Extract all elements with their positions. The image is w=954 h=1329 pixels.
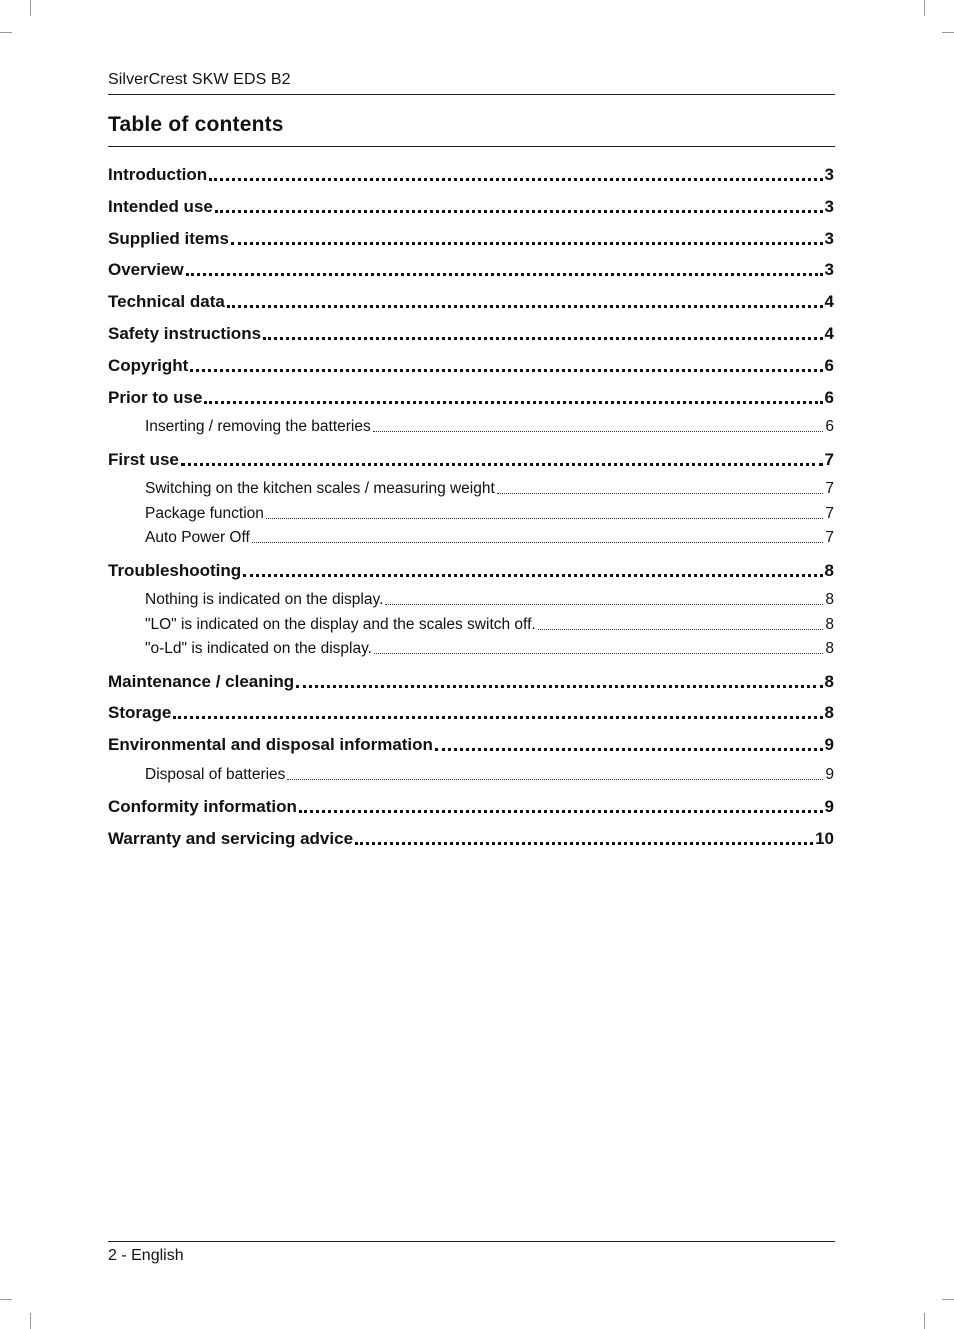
toc-entry-page: 7 — [824, 449, 834, 469]
toc-entry-label: Supplied items — [108, 228, 229, 248]
crop-mark — [30, 0, 31, 16]
dot-leader — [215, 210, 823, 213]
crop-mark — [924, 1313, 925, 1329]
toc-entry-page: 9 — [824, 735, 834, 755]
toc-subentry[interactable] — [145, 417, 834, 437]
crop-mark — [942, 32, 954, 33]
toc-entry-label: Troubleshooting — [108, 560, 242, 580]
toc-entry-page: 9 — [825, 765, 834, 783]
toc-entry-label: Copyright — [108, 355, 189, 375]
toc-entry-label: Technical data — [108, 292, 225, 312]
dot-leader — [190, 369, 822, 372]
toc-entry-page: 8 — [825, 591, 834, 609]
toc-entry-label: Auto Power Off — [145, 529, 250, 547]
toc-entry-page: 7 — [825, 480, 834, 498]
dot-leader — [374, 653, 823, 654]
toc-entry[interactable] — [108, 560, 834, 582]
toc-entry-page: 3 — [824, 260, 834, 280]
dot-leader — [227, 305, 823, 308]
toc-entry-label: Nothing is indicated on the display. — [145, 591, 384, 609]
crop-mark — [0, 1299, 12, 1300]
toc-entry-page: 6 — [824, 355, 834, 375]
toc-entry-page: 8 — [824, 703, 834, 723]
toc-entry[interactable] — [108, 671, 834, 693]
toc-entry-label: "LO" is indicated on the display and the scales switch off. — [145, 615, 536, 633]
toc-entry[interactable] — [108, 259, 834, 281]
toc-entry[interactable] — [108, 196, 834, 218]
crop-mark — [942, 1299, 954, 1300]
dot-leader — [299, 810, 823, 813]
dot-leader — [497, 493, 824, 494]
toc-entry-page: 8 — [825, 640, 834, 658]
toc-entry-page: 6 — [824, 387, 834, 407]
crop-mark — [924, 0, 925, 16]
page-title: Table of contents — [108, 113, 835, 147]
dot-leader — [173, 716, 822, 719]
toc-entry-label: Conformity information — [108, 797, 297, 817]
toc-subentry[interactable] — [145, 639, 834, 659]
toc-entry-label: Maintenance / cleaning — [108, 671, 295, 691]
dot-leader — [263, 337, 822, 340]
toc-entry[interactable] — [108, 796, 834, 818]
toc-entry-label: Inserting / removing the batteries — [145, 418, 371, 436]
dot-leader — [373, 431, 824, 432]
toc-subentry[interactable] — [145, 528, 834, 548]
toc-entry-label: "o-Ld" is indicated on the display. — [145, 640, 372, 658]
dot-leader — [252, 542, 824, 543]
toc-entry[interactable] — [108, 323, 834, 345]
dot-leader — [355, 842, 813, 845]
toc-entry-label: Intended use — [108, 196, 213, 216]
toc-entry-label: Environmental and disposal information — [108, 735, 433, 755]
toc-subentry[interactable] — [145, 590, 834, 610]
toc-entry[interactable] — [108, 228, 834, 250]
toc-entry-label: Disposal of batteries — [145, 765, 286, 783]
toc-entry-page: 9 — [824, 797, 834, 817]
toc-entry[interactable] — [108, 449, 834, 471]
header-text: SilverCrest SKW EDS B2 — [108, 71, 291, 88]
crop-mark — [30, 1313, 31, 1329]
footer-text: 2 - English — [108, 1247, 184, 1264]
toc-entry-label: Storage — [108, 703, 172, 723]
toc-entry-page: 3 — [824, 196, 834, 216]
toc-entry[interactable] — [108, 828, 834, 850]
dot-leader — [538, 629, 824, 630]
toc-subentry[interactable] — [145, 765, 834, 785]
toc-entry-label: Safety instructions — [108, 324, 262, 343]
dot-leader — [435, 748, 823, 751]
toc-entry-page: 3 — [824, 165, 834, 184]
dot-leader — [186, 273, 823, 276]
toc-subentry[interactable] — [145, 615, 834, 635]
toc-entry-page: 10 — [815, 829, 834, 848]
toc-entry[interactable] — [108, 387, 834, 409]
dot-leader — [231, 242, 823, 245]
dot-leader — [181, 463, 823, 466]
dot-leader — [266, 518, 823, 519]
toc-entry[interactable] — [108, 164, 834, 186]
toc-entry-page: 8 — [825, 615, 834, 633]
toc-entry-label: Warranty and servicing advice — [108, 829, 354, 848]
toc-entry-label: First use — [108, 449, 179, 469]
toc-entry-page: 6 — [825, 418, 834, 436]
toc-entry-page: 7 — [825, 529, 834, 547]
toc-entry[interactable] — [108, 291, 834, 313]
toc-entry-label: Overview — [108, 260, 184, 280]
toc-entry-page: 7 — [825, 504, 834, 522]
dot-leader — [209, 178, 822, 181]
toc-subentry[interactable] — [145, 479, 834, 499]
toc-entry-label: Package function — [145, 504, 264, 522]
dot-leader — [385, 604, 823, 605]
dot-leader — [296, 685, 822, 688]
crop-mark — [0, 32, 12, 33]
toc-entry[interactable] — [108, 355, 834, 377]
dot-leader — [243, 574, 822, 577]
page-footer — [108, 1241, 835, 1272]
page-header — [108, 70, 835, 95]
toc-entry-page: 8 — [824, 671, 834, 691]
toc-entry[interactable] — [108, 702, 834, 724]
toc-entry[interactable] — [108, 734, 834, 756]
dot-leader — [287, 779, 823, 780]
dot-leader — [204, 401, 822, 404]
toc-entry-label: Switching on the kitchen scales / measuring weight — [145, 480, 495, 498]
toc-entry-label: Prior to use — [108, 387, 203, 407]
toc-subentry[interactable] — [145, 504, 834, 524]
toc-entry-page: 3 — [824, 228, 834, 248]
toc-entry-page: 4 — [824, 292, 834, 312]
toc-entry-page: 4 — [824, 324, 834, 343]
toc-entry-label: Introduction — [108, 165, 208, 184]
toc-entry-page: 8 — [824, 560, 834, 580]
